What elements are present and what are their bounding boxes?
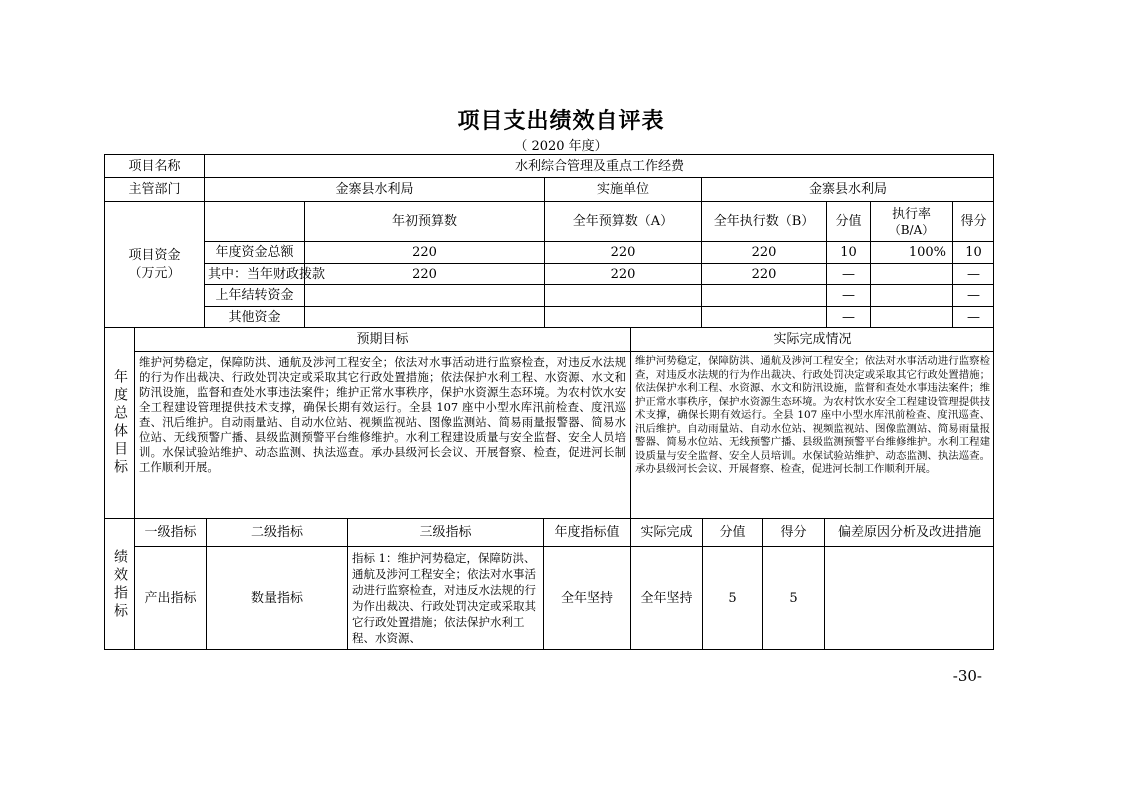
funds-row-annual [544, 284, 701, 306]
funds-row-score: — [952, 306, 994, 327]
funds-label-line1: 项目资金 [128, 247, 181, 263]
header-score-value: 分值 [826, 201, 870, 241]
header-actual: 实际完成 [630, 518, 702, 546]
project-name-label: 项目名称 [104, 154, 204, 177]
dept-label: 主管部门 [104, 177, 204, 201]
funds-row-executed: 220 [701, 241, 826, 263]
header-initial-budget: 年初预算数 [304, 201, 544, 241]
funds-row-annual [544, 306, 701, 327]
funds-row-annual: 220 [544, 263, 701, 284]
funds-row-score: — [952, 284, 994, 306]
funds-row-rate: 100% [870, 241, 952, 263]
header-level2: 二级指标 [206, 518, 347, 546]
funds-row-score-value: — [826, 263, 870, 284]
goals-actual-header: 实际完成情况 [630, 327, 994, 351]
funds-row-score-value: — [826, 284, 870, 306]
funds-row-label: 上年结转资金 [204, 284, 304, 306]
perf-row-analysis [824, 546, 994, 650]
perf-row-actual: 全年坚持 [630, 546, 702, 650]
perf-row-score-value: 5 [702, 546, 762, 650]
dept-value: 金寨县水利局 [204, 177, 544, 201]
perf-row-level3: 指标 1：维护河势稳定，保障防洪、通航及涉河工程安全；依法对水事活动进行监察检查，对违反水法规的行为作出裁决、行政处罚决定或采取其它行政处置措施；依法保护水利工程、水资源、 [347, 546, 543, 650]
header-analysis: 偏差原因分析及改进措施 [824, 518, 994, 546]
perf-row-level1: 产出指标 [134, 546, 206, 650]
funds-row-rate [870, 263, 952, 284]
header-annual-value: 年度指标值 [543, 518, 630, 546]
header-level1: 一级指标 [134, 518, 206, 546]
funds-row-score-value: — [826, 306, 870, 327]
funds-row-annual: 220 [544, 241, 701, 263]
goals-expected-header: 预期目标 [134, 327, 630, 351]
page-subtitle: （ 2020 年度） [514, 139, 608, 154]
funds-row-label: 其中：当年财政拨款 [204, 263, 304, 284]
page-number: -30- [952, 667, 982, 685]
performance-label: 绩效指标 [104, 518, 134, 650]
funds-row-score-value: 10 [826, 241, 870, 263]
funds-row-label: 年度资金总额 [204, 241, 304, 263]
funds-row-initial: 220 [304, 241, 544, 263]
perf-row-level2: 数量指标 [206, 546, 347, 650]
header-score: 得分 [952, 201, 994, 241]
goals-actual-text: 维护河势稳定，保障防洪、通航及涉河工程安全；依法对水事活动进行监察检查，对违反水法规的行为作出裁决、行政处罚决定或采取其它行政处置措施；依法保护水利工程、水资源、水文和防汛设施，监督和查处水事违法案件；维护正常水事秩序，保护水资源生态环境。为农村饮水安全工程建设管理提供技术支撑，确保长期有效运行。全县 107 座中小型水库汛前检查、度汛巡查、汛后维护。自动雨量站、自动水位站、视频监视站、图像监测站、简易雨量报警器、简易水位站、无线预警广播、县级监测预警平台维修维护。水利工程建设质量与安全监督、安全人员培训。水保试验站维护、动态监测、执法巡查。承办县级河长会议、开展督察、检查，促进河长制工作顺利开展。 [630, 351, 994, 518]
evaluation-table [104, 154, 994, 650]
funds-row-initial: 220 [304, 263, 544, 284]
unit-label: 实施单位 [544, 177, 701, 201]
unit-value: 金寨县水利局 [701, 177, 994, 201]
exec-rate-line1: 执行率 [891, 206, 931, 222]
project-name-value: 水利综合管理及重点工作经费 [204, 154, 994, 177]
funds-row-executed [701, 284, 826, 306]
perf-row-annual-value: 全年坚持 [543, 546, 630, 650]
funds-label-line2: （万元） [128, 265, 181, 281]
goals-expected-text: 维护河势稳定，保障防洪、通航及涉河工程安全；依法对水事活动进行监察检查，对违反水法规的行为作出裁决、行政处罚决定或采取其它行政处置措施；依法保护水利工程、水资源、水文和防汛设施，监督和查处水事违法案件；维护正常水事秩序，保护水资源生态环境。为农村饮水安全工程建设管理提供技术支撑，确保长期有效运行。全县 107 座中小型水库汛前检查、度汛巡查、汛后维护。自动雨量站、自动水位站、视频监视站、图像监测站、简易雨量报警器、简易水位站、无线预警广播、县级监测预警平台维修维护。水利工程建设质量与安全监督、安全人员培训。水保试验站维护、动态监测、执法巡查。承办县级河长会议、开展督察、检查，促进河长制工作顺利开展。 [134, 351, 630, 518]
perf-row-score: 5 [762, 546, 824, 650]
header-exec-rate [870, 201, 952, 241]
funds-row-initial [304, 284, 544, 306]
goals-label: 年度总体目标 [104, 327, 134, 518]
header-level3: 三级指标 [347, 518, 543, 546]
funds-row-score: — [952, 263, 994, 284]
page-title: 项目支出绩效自评表 [457, 108, 665, 134]
funds-row-executed [701, 306, 826, 327]
exec-rate-line2: （B/A） [888, 222, 935, 237]
funds-row-rate [870, 284, 952, 306]
funds-label [104, 201, 204, 327]
header-annual-budget: 全年预算数（A） [544, 201, 701, 241]
funds-row-initial [304, 306, 544, 327]
header-executed: 全年执行数（B） [701, 201, 826, 241]
header-perf-score: 得分 [762, 518, 824, 546]
funds-row-rate [870, 306, 952, 327]
funds-header-blank [204, 201, 304, 241]
header-perf-score-value: 分值 [702, 518, 762, 546]
funds-row-label: 其他资金 [204, 306, 304, 327]
funds-row-score: 10 [952, 241, 994, 263]
funds-row-executed: 220 [701, 263, 826, 284]
